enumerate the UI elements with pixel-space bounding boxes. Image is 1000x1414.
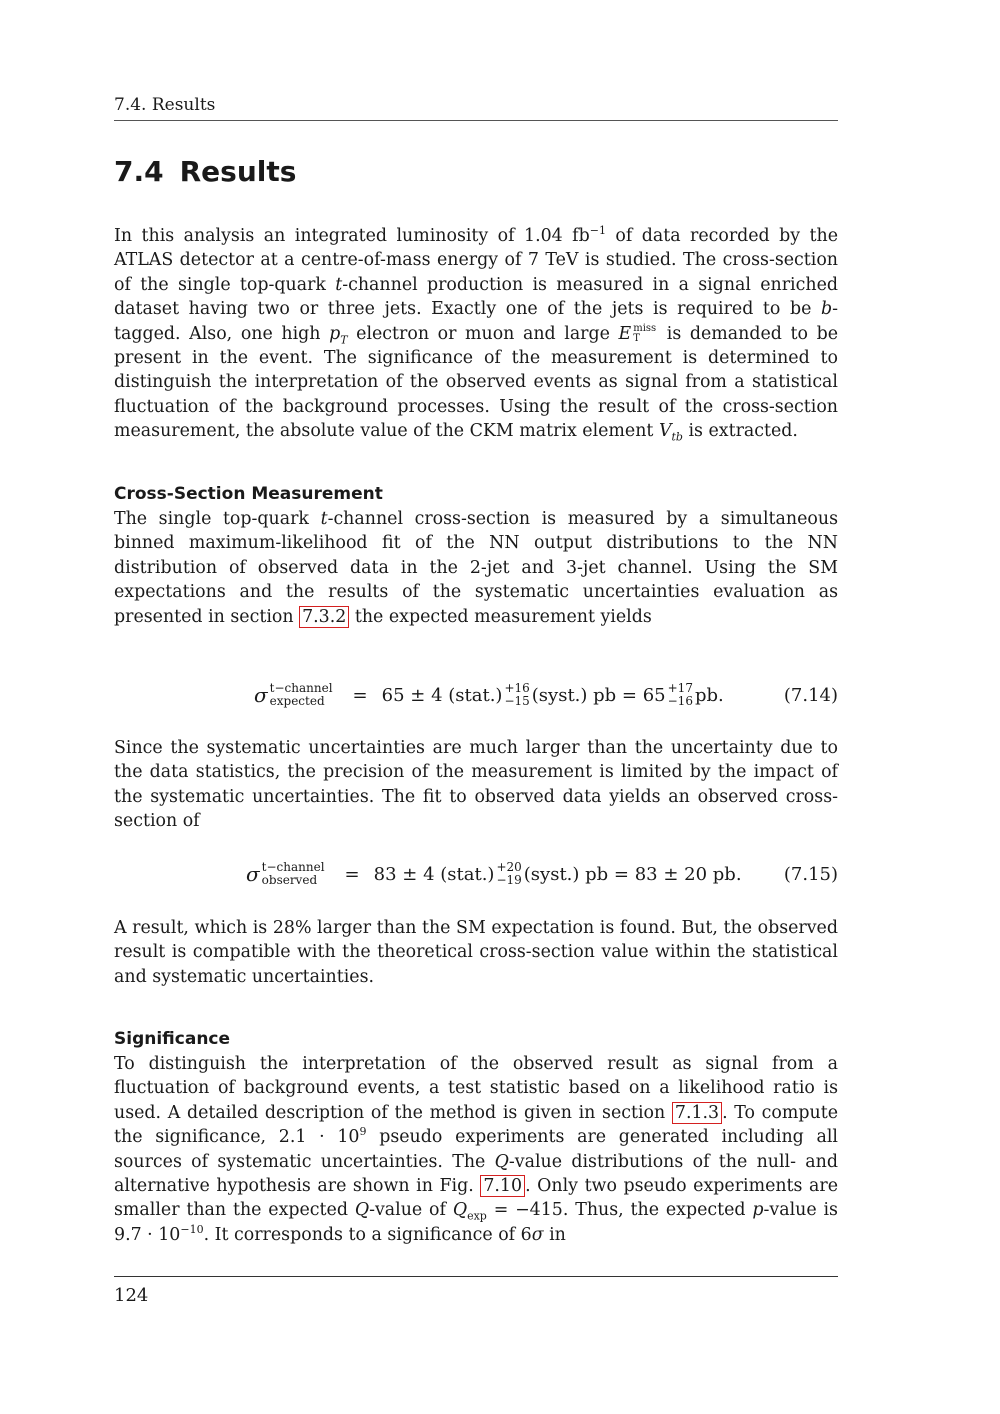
intro-paragraph — [114, 224, 838, 444]
expected-value: 65 ± 4 (stat.) — [381, 684, 503, 706]
cross-section-paragraph-3: A result, which is 28% larger than the SM expectation is found. But, the observed result is compatible with the theoretical cross-section value within the statistical and systematic uncertainties. — [114, 918, 838, 987]
equation-7-15-body — [246, 854, 742, 894]
sig-text-a: To distinguish the interpretation of the observed result as signal from a fluctuation of background events, a test statistic based on a likelihood ratio is used. A detailed description of the method is given in section — [114, 1054, 838, 1123]
qexp-subscript: exp — [467, 1209, 487, 1223]
syst-down: −15 — [504, 694, 530, 708]
sig-sup-b: 9 — [359, 1125, 367, 1139]
sigma-variable: σ — [531, 1224, 544, 1245]
sig-text-h: -value is 9.7 · 10 — [114, 1200, 838, 1245]
cross-section-paragraph-1 — [114, 507, 838, 629]
et-superscript: miss — [633, 323, 657, 335]
equation-7-14 — [114, 675, 838, 715]
sig-text-c: pseudo experiments are generated including all sources of systematic uncertainties. The — [114, 1127, 838, 1172]
intro-text-6: is demanded to be present in the event. The significance of the measurement is determined to distinguish the interpretation of the observed events as signal from a statistical fluctuation of the background processes. Using the result of the cross-section measurement, the absolute value of the CKM matrix element — [114, 323, 838, 442]
section-title-text: Results — [179, 155, 297, 188]
cross-section-paragraph-2: Since the systematic uncertainties are much larger than the uncertainty due to the data statistics, the precision of the measurement is limited by the impact of the systematic uncertainties. The fit to observed data yields an observed cross-section of — [114, 738, 838, 832]
sigma-subscript: observed — [261, 873, 318, 887]
sigma-supsub — [270, 682, 333, 708]
intro-text-5: electron or muon and large — [347, 323, 619, 344]
sigma-subscript: expected — [269, 694, 325, 708]
syst-down: −19 — [496, 873, 522, 887]
total-up: +17 — [667, 681, 693, 695]
cs-text-3: the expected measurement yields — [349, 606, 652, 627]
q-variable: Q — [494, 1151, 509, 1172]
cs-text-1: The single top-quark — [114, 509, 321, 529]
sigma-superscript: t−channel — [261, 860, 325, 874]
cross-section-heading: Cross-Section Measurement — [114, 484, 383, 504]
section-number: 7.4 — [114, 155, 164, 188]
sig-sup-h: −10 — [180, 1223, 204, 1237]
observed-value: 83 ± 4 (stat.) — [373, 863, 495, 885]
qexp-variable: Q — [452, 1200, 468, 1221]
b-variable: b — [820, 299, 833, 320]
pt-subscript: T — [340, 333, 348, 347]
intro-text-2: of data recorded by the ATLAS detector at a centre-of-mass energy of 7 TeV is studied. The cross-section of the single top-quark — [114, 226, 838, 295]
section-ref-7-3-2-link[interactable]: 7.3.2 — [299, 606, 349, 628]
section-ref-7-1-3-link[interactable]: 7.1.3 — [672, 1102, 722, 1124]
equation-number: (7.14) — [783, 684, 838, 706]
expected-mid: (syst.) pb = 65 — [531, 684, 666, 706]
sigma-symbol: σ — [246, 862, 260, 886]
equals-sign: = — [344, 863, 360, 885]
sig-text-d: -value distributions of the null- and alternative hypothesis are shown in Fig. — [114, 1151, 838, 1197]
equation-7-14-body — [254, 675, 724, 715]
significance-heading: Significance — [114, 1029, 231, 1049]
sig-text-b: . To compute the significance, 2.1 · 10 — [114, 1102, 838, 1148]
equation-number: (7.15) — [783, 863, 838, 885]
syst-up: +20 — [496, 860, 522, 874]
p-variable: p — [752, 1200, 764, 1221]
et-subscript: T — [633, 333, 640, 345]
syst-up: +16 — [504, 681, 530, 695]
t-variable: t — [335, 274, 343, 295]
sig-text-f: -value of — [369, 1200, 453, 1221]
cs-text-2: -channel cross-section is measured by a simultaneous binned maximum-likelihood fit of the NN output distributions to the NN distribution of observed data in the 2-jet and 3-jet channel. Using the SM expectations and the results of the systematic uncertainties evaluation as presented in section — [114, 509, 838, 627]
observed-end: (syst.) pb = 83 ± 20 pb. — [523, 863, 742, 885]
intro-sup-1: −1 — [589, 224, 606, 238]
significance-paragraph — [114, 1052, 838, 1247]
sig-text-i: . It corresponds to a significance of 6 — [203, 1224, 532, 1245]
expected-end: pb. — [694, 684, 724, 706]
sig-text-g: = −415. Thus, the expected — [486, 1200, 753, 1221]
section-title — [114, 155, 296, 188]
intro-text-1: In this analysis an integrated luminosity of 1.04 fb — [114, 226, 590, 246]
syst-supsub — [504, 682, 529, 708]
q-variable: Q — [354, 1200, 370, 1221]
total-down: −16 — [667, 694, 693, 708]
equals-sign: = — [352, 684, 368, 706]
sigma-symbol: σ — [254, 683, 268, 707]
equation-7-15 — [114, 854, 838, 894]
v-variable: V — [658, 421, 672, 442]
intro-text-7: is extracted. — [682, 421, 798, 442]
sig-text-j: in — [543, 1224, 566, 1245]
footer-rule — [114, 1276, 838, 1277]
running-head: 7.4. Results — [114, 95, 838, 121]
intro-text-3: -channel production is measured in a signal enriched dataset having two or three jets. Exactly one of the jets is required to be — [114, 274, 838, 320]
sig-text-e: . Only two pseudo experiments are smaller than the expected — [114, 1176, 839, 1221]
v-subscript: tb — [671, 430, 683, 444]
et-variable: E — [618, 323, 632, 344]
total-supsub — [668, 682, 693, 708]
sigma-supsub — [262, 861, 325, 887]
page-number: 124 — [114, 1285, 149, 1306]
sigma-superscript: t−channel — [269, 681, 333, 695]
intro-text-4: -tagged. Also, one high — [114, 299, 838, 344]
t-variable: t — [320, 509, 328, 529]
syst-supsub — [496, 861, 521, 887]
et-supsub — [633, 324, 656, 344]
figure-ref-7-10-link[interactable]: 7.10 — [480, 1175, 525, 1197]
pt-variable: p — [329, 323, 341, 344]
